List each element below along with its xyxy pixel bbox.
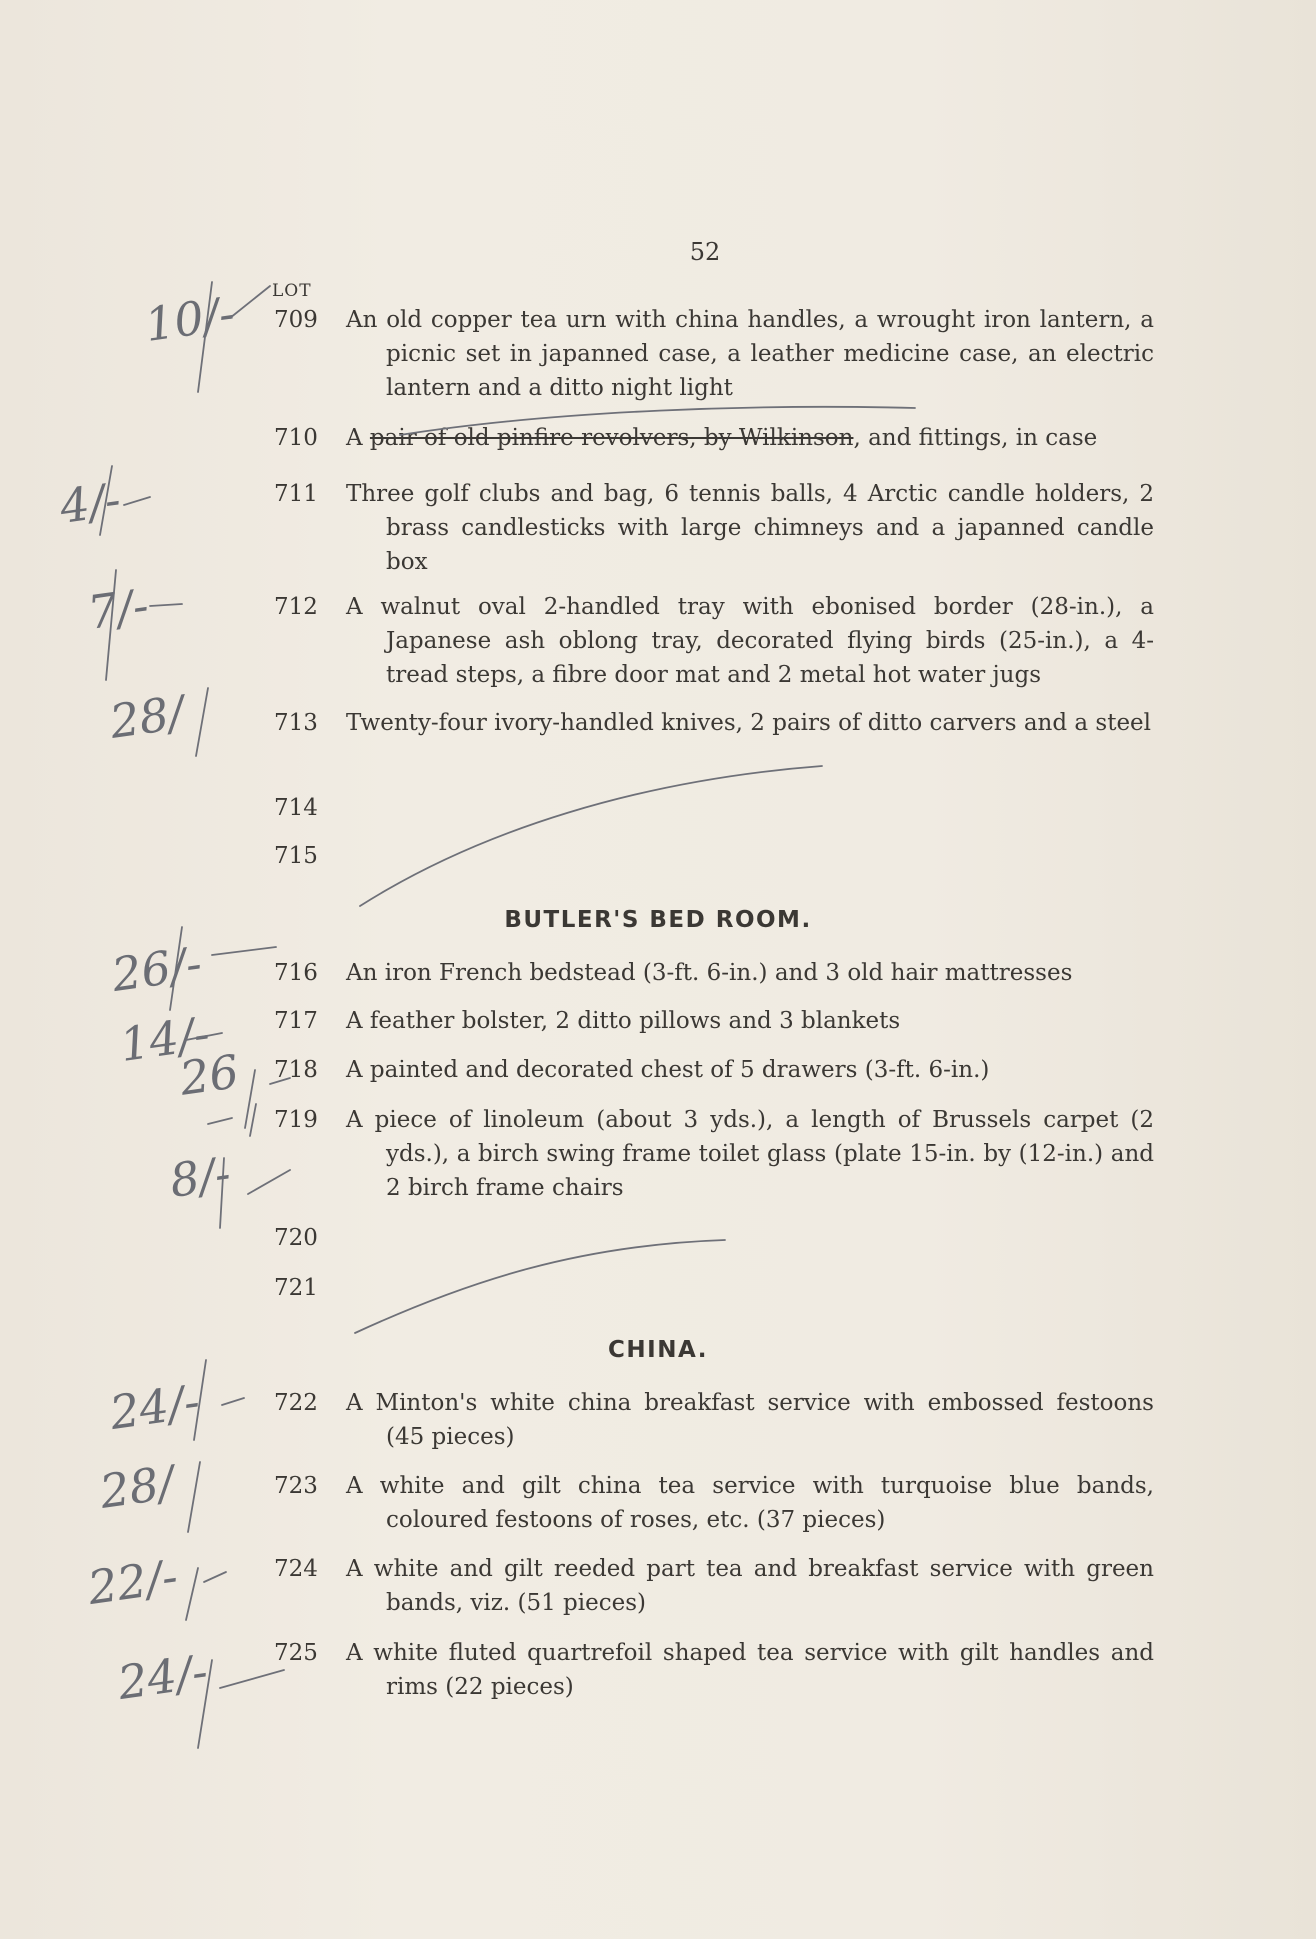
pencil-stroke (230, 286, 270, 318)
lot-number: 714 (274, 795, 318, 821)
pencil-price-716: 26/- (108, 936, 205, 1002)
lot-column-heading: LOT (272, 281, 312, 301)
pencil-stroke (250, 1104, 256, 1136)
pencil-price-725: 24/- (114, 1644, 211, 1710)
pencil-stroke (124, 497, 150, 505)
lot-description: An old copper tea urn with china handles, a wrought iron lantern, a picnic set in japanned case, a leather medicine case, an electric lantern and a ditto night light (346, 307, 1154, 401)
pencil-stroke (245, 1070, 255, 1128)
lot-number: 716 (274, 960, 318, 986)
lot-number: 722 (274, 1390, 318, 1416)
lot-number: 721 (274, 1275, 318, 1301)
pencil-price-711: 4/- (56, 472, 124, 534)
lot-number: 720 (274, 1225, 318, 1251)
lot-description: A piece of linoleum (about 3 yds.), a length of Brussels carpet (2 yds.), a birch swing frame toilet glass (plate 15-in. by (12-in.) and 2 birch frame chairs (346, 1107, 1154, 1201)
lot-entry (274, 590, 1154, 692)
lot-entry (274, 956, 1154, 990)
lot-number: 719 (274, 1107, 318, 1133)
lot-number: 724 (274, 1556, 318, 1582)
lot-entry (274, 1636, 1154, 1704)
lot-description: A feather bolster, 2 ditto pillows and 3 blankets (346, 1008, 901, 1034)
pencil-price-724: 22/- (84, 1549, 181, 1615)
lot-entry (274, 1053, 1154, 1087)
lot-entry (274, 1103, 1154, 1205)
lot-entry (274, 706, 1154, 740)
lot-description (346, 421, 1154, 455)
lot-number: 713 (274, 710, 318, 736)
lot-number: 717 (274, 1008, 318, 1034)
pencil-stroke (186, 1568, 198, 1620)
lot-description: A Minton's white china breakfast service with embossed festoons (45 pieces) (346, 1390, 1154, 1450)
lot-number: 718 (274, 1057, 318, 1083)
lot-number: 723 (274, 1473, 318, 1499)
lot-description: A white fluted quartrefoil shaped tea service with gilt handles and rims (22 pieces) (346, 1640, 1154, 1700)
pencil-stroke (204, 1572, 226, 1582)
struck-through-text: pair of old pinfire revolvers, by Wilkinson (369, 425, 854, 451)
page-number: 52 (689, 238, 721, 266)
pencil-strike-714-715 (360, 766, 822, 906)
lot-entry (274, 303, 1154, 405)
pencil-stroke (222, 1398, 244, 1405)
desc-suffix: , and fittings, in case (853, 425, 1098, 451)
lot-description: Twenty-four ivory-handled knives, 2 pairs of ditto carvers and a steel (346, 710, 1152, 736)
lot-entry (274, 1469, 1154, 1537)
lot-description: A white and gilt reeded part tea and breakfast service with green bands, viz. (51 pieces) (346, 1556, 1154, 1616)
lot-description: An iron French bedstead (3-ft. 6-in.) and 3 old hair mattresses (346, 960, 1073, 986)
lot-number: 711 (274, 481, 318, 507)
pencil-price-713: 28/ (106, 685, 188, 749)
pencil-price-709: 10/- (141, 286, 238, 352)
lot-description: A painted and decorated chest of 5 drawers (3-ft. 6-in.) (346, 1057, 990, 1083)
pencil-stroke (188, 1462, 200, 1532)
pencil-stroke (208, 1118, 232, 1124)
pencil-stroke (150, 604, 182, 606)
lot-number: 712 (274, 594, 318, 620)
pencil-price-712: 7/- (84, 578, 152, 640)
lot-number: 725 (274, 1640, 318, 1666)
pencil-price-717: 14/- (116, 1006, 213, 1072)
pencil-price-723: 28/ (96, 1455, 178, 1519)
pencil-price-719: 8/- (166, 1146, 234, 1208)
lot-number: 715 (274, 843, 318, 869)
lot-entry (274, 421, 1154, 455)
lot-description: A walnut oval 2-handled tray with ebonised border (28-in.), a Japanese ash oblong tray, decorated flying birds (25-in.), a 4-tread steps, a fibre door mat and 2 metal hot water jugs (346, 594, 1154, 688)
pencil-price-722: 24/- (106, 1374, 203, 1440)
pencil-price-718: 26 (176, 1044, 243, 1106)
lot-entry (274, 1004, 1154, 1038)
lot-number: 710 (274, 425, 318, 451)
lot-entry (274, 1552, 1154, 1620)
pencil-strike-720-721 (355, 1240, 725, 1333)
desc-prefix: A (346, 425, 370, 451)
lot-entry (274, 1386, 1154, 1454)
lot-description: Three golf clubs and bag, 6 tennis balls, 4 Arctic candle holders, 2 brass candlesticks with large chimneys and a japanned candle box (346, 481, 1154, 575)
lot-description: A white and gilt china tea service with turquoise blue bands, coloured festoons of roses, etc. (37 pieces) (346, 1473, 1154, 1533)
section-heading-china: CHINA. (608, 1337, 708, 1363)
pencil-stroke (212, 947, 276, 955)
lot-number: 709 (274, 307, 318, 333)
lot-entry (274, 477, 1154, 579)
section-heading-butlers-bed-room: BUTLER'S BED ROOM. (504, 907, 812, 933)
pencil-stroke (196, 688, 208, 756)
